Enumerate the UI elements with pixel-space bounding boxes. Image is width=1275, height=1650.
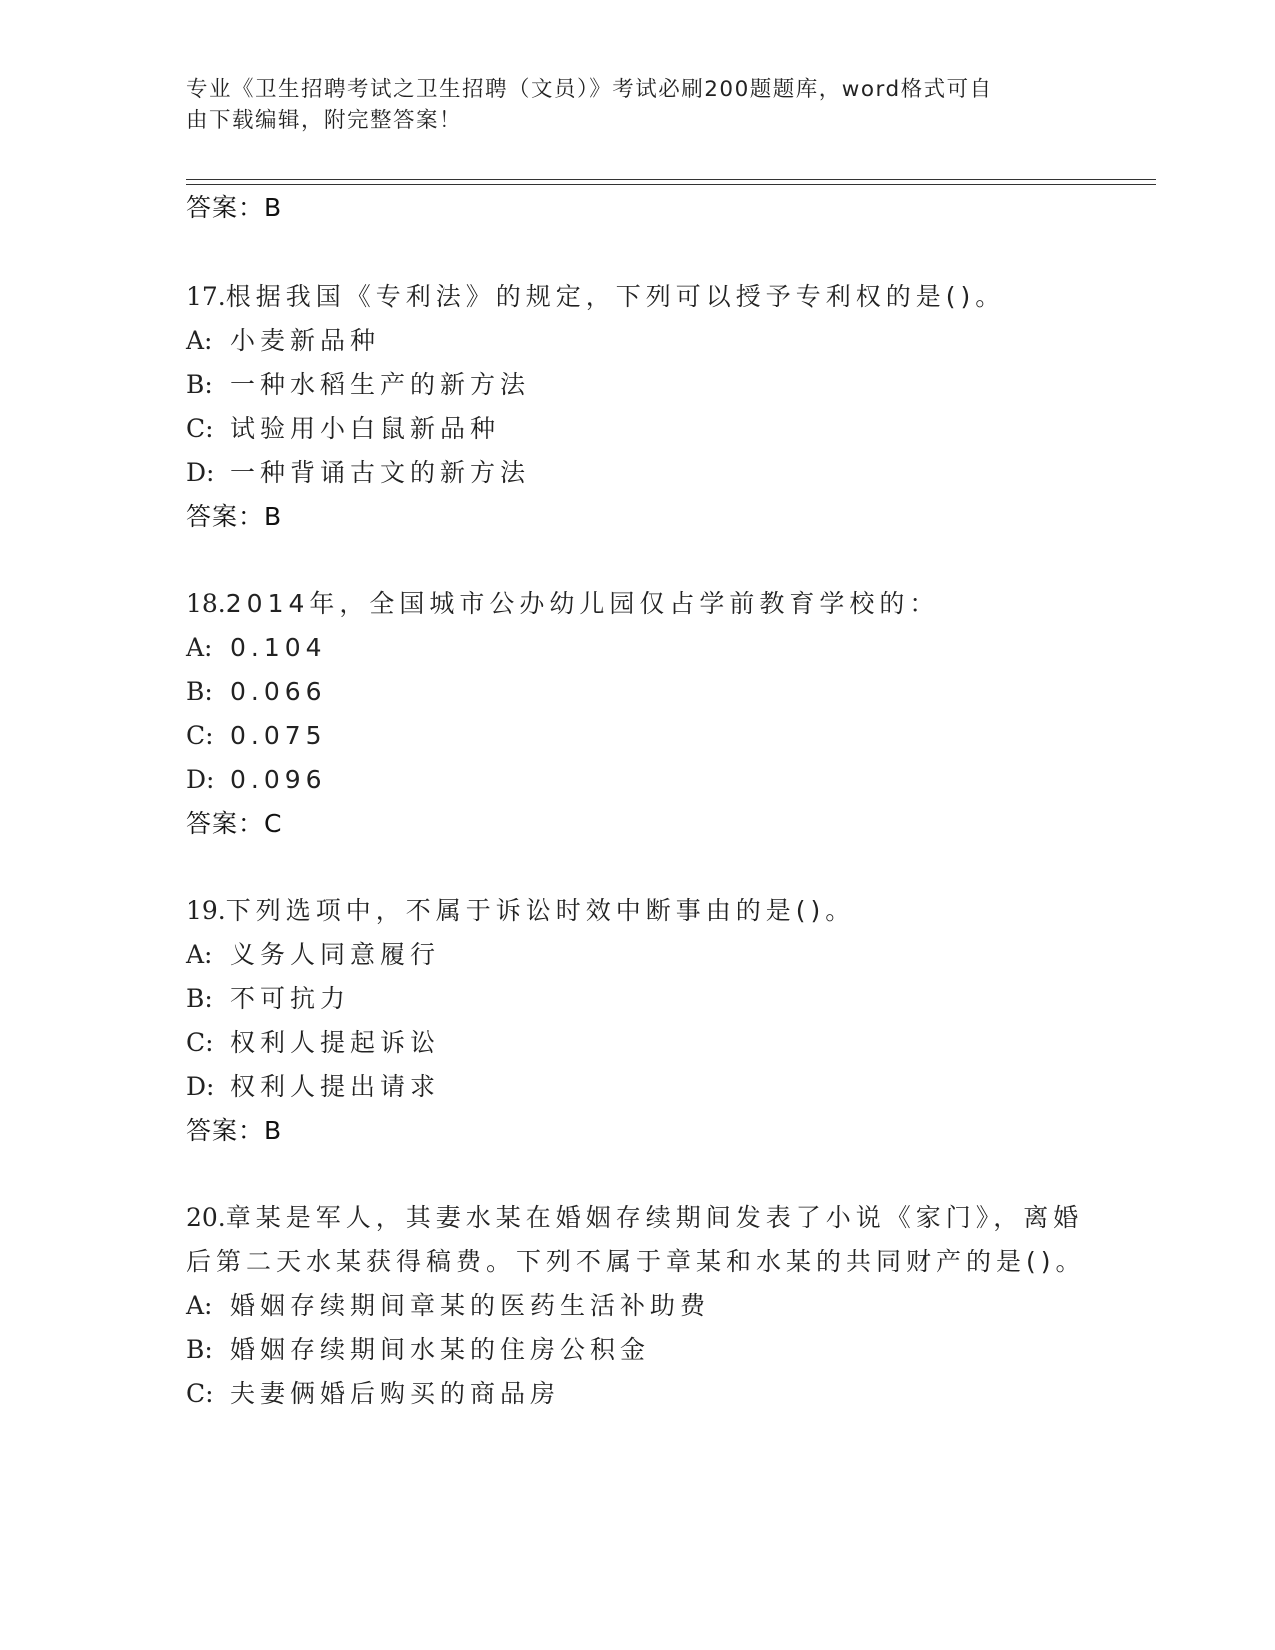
header-line-2: 由下载编辑，附完整答案！	[186, 108, 463, 133]
option-text: 夫妻俩婚后购买的商品房	[230, 1379, 561, 1408]
option-text: 0.104	[230, 633, 327, 662]
question-18-answer: 答案：C	[186, 809, 283, 838]
page-header	[186, 74, 1066, 136]
header-divider-bottom	[186, 184, 1156, 185]
option-text: 0.075	[230, 721, 327, 750]
option-key: C:	[186, 414, 214, 443]
option-key: C:	[186, 1028, 214, 1057]
question-18-option-d	[186, 764, 327, 796]
question-number: 20.	[186, 1203, 226, 1232]
question-20-option-b	[186, 1334, 650, 1366]
question-number: 19.	[186, 896, 226, 925]
option-key: B:	[186, 677, 213, 706]
option-key: A:	[186, 326, 213, 355]
question-19-stem	[186, 895, 855, 927]
question-text: 2014年，全国城市公办幼儿园仅占学前教育学校的：	[225, 589, 940, 618]
question-text: 章某是军人，其妻水某在婚姻存续期间发表了小说《家门》，离婚	[225, 1203, 1084, 1232]
question-18-stem	[186, 588, 939, 620]
option-key: D:	[186, 1072, 215, 1101]
question-number: 17.	[186, 282, 226, 311]
question-20-option-a	[186, 1290, 710, 1322]
answer-previous: 答案：B	[186, 193, 283, 222]
question-text: 根据我国《专利法》的规定，下列可以授予专利权的是()。	[225, 282, 1006, 311]
question-18-option-c	[186, 720, 327, 752]
option-key: D:	[186, 458, 215, 487]
option-key: B:	[186, 370, 213, 399]
header-divider-top	[186, 179, 1156, 180]
option-text: 婚姻存续期间章某的医药生活补助费	[230, 1291, 711, 1320]
option-key: B:	[186, 1335, 213, 1364]
question-19-answer: 答案：B	[186, 1116, 283, 1145]
question-17-option-b	[186, 369, 530, 401]
option-key: D:	[186, 765, 215, 794]
question-20-stem-line-1	[186, 1202, 1083, 1234]
question-17-option-d	[186, 457, 530, 489]
option-text: 婚姻存续期间水某的住房公积金	[230, 1335, 651, 1364]
question-19-option-b	[186, 983, 350, 1015]
option-text: 权利人提出请求	[230, 1072, 441, 1101]
option-key: B:	[186, 984, 213, 1013]
option-text: 试验用小白鼠新品种	[230, 414, 501, 443]
option-key: A:	[186, 633, 213, 662]
question-19-option-c	[186, 1027, 440, 1059]
option-key: C:	[186, 721, 214, 750]
option-text: 权利人提起诉讼	[230, 1028, 441, 1057]
option-key: A:	[186, 1291, 213, 1320]
option-text: 一种水稻生产的新方法	[230, 370, 531, 399]
question-17-answer: 答案：B	[186, 502, 283, 531]
option-text: 不可抗力	[230, 984, 351, 1013]
question-20-option-c	[186, 1378, 560, 1410]
option-key: C:	[186, 1379, 214, 1408]
option-text: 0.066	[230, 677, 327, 706]
question-17-option-a	[186, 325, 380, 357]
question-17-stem	[186, 281, 1005, 313]
option-text: 0.096	[230, 765, 327, 794]
question-number: 18.	[186, 589, 226, 618]
option-text: 小麦新品种	[230, 326, 381, 355]
question-19-option-a	[186, 939, 440, 971]
question-18-option-b	[186, 676, 327, 708]
question-20-stem-line-2: 后第二天水某获得稿费。下列不属于章某和水某的共同财产的是()。	[186, 1247, 1086, 1276]
question-17-option-c	[186, 413, 500, 445]
question-text: 下列选项中，不属于诉讼时效中断事由的是()。	[225, 896, 856, 925]
option-text: 一种背诵古文的新方法	[230, 458, 531, 487]
header-line-1: 专业《卫生招聘考试之卫生招聘（文员）》考试必刷200题题库，word格式可自	[186, 77, 993, 102]
question-19-option-d	[186, 1071, 440, 1103]
question-18-option-a	[186, 632, 327, 664]
option-key: A:	[186, 940, 213, 969]
option-text: 义务人同意履行	[230, 940, 441, 969]
